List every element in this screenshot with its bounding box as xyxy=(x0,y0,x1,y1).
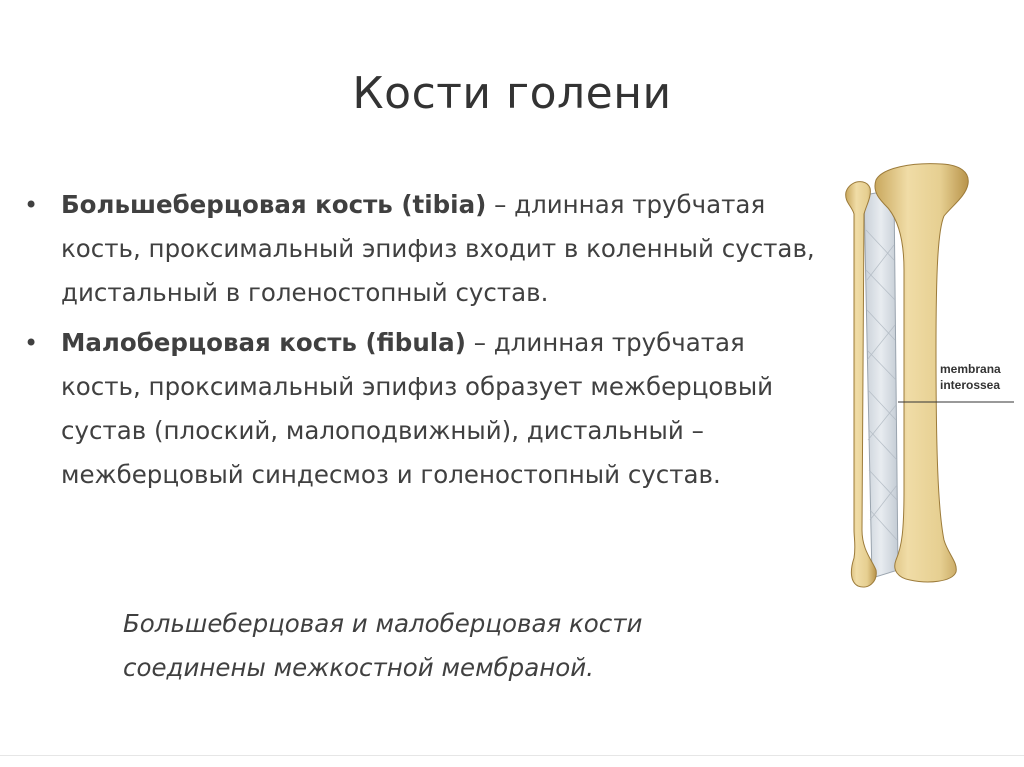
bullet-text: – длинная трубчатая кость, проксимальный эпифиз входит в коленный сустав, дистальный в голеностопный сустав. xyxy=(61,190,815,307)
membrane-shape xyxy=(864,190,898,578)
membrane-label xyxy=(940,361,1001,393)
bullet-term: Большеберцовая кость (tibia) xyxy=(61,190,487,219)
bottom-divider xyxy=(0,755,1024,756)
membrane-label-line1: membrana xyxy=(940,362,1001,376)
bullet-dot-icon: • xyxy=(24,329,39,357)
membrane-note: Большеберцовая и малоберцовая кости соединены межкостной мембраной. xyxy=(123,609,643,682)
bullet-list xyxy=(20,183,820,497)
slide-title: Кости голени xyxy=(352,68,672,119)
bullet-dot-icon: • xyxy=(24,191,39,219)
bullet-fibula xyxy=(20,321,820,497)
bullet-tibia xyxy=(20,183,820,315)
bullet-term: Малоберцовая кость (fibula) xyxy=(61,328,466,357)
bullet-text: – длинная трубчатая кость, проксимальный эпифиз образует межберцовый сустав (плоский, малоподвижный), дистальный – межберцовый синдесмоз и голеностопный сустав. xyxy=(61,328,774,489)
membrane-label-line2: interossea xyxy=(940,378,1001,392)
